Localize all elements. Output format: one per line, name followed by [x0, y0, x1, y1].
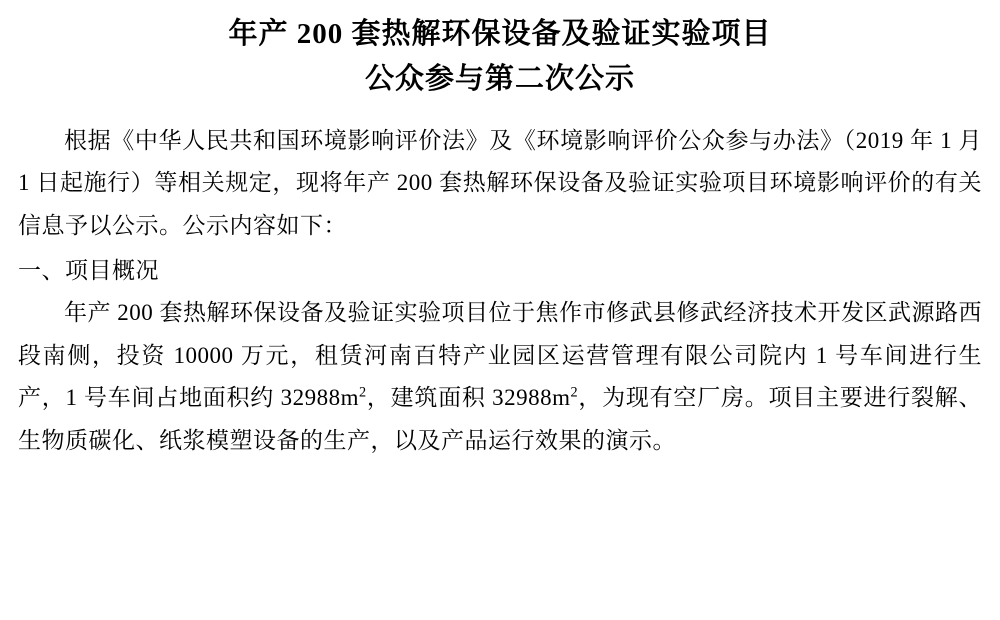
paragraph-legal-basis: 根据《中华人民共和国环境影响评价法》及《环境影响评价公众参与办法》（2019 年 1 月 1 日起施行）等相关规定，现将年产 200 套热解环保设备及验证实验项目环境影响评价的有关信息予以公示。公示内容如下：: [18, 127, 982, 238]
title-line-1: 年产 200 套热解环保设备及验证实验项目: [228, 18, 772, 50]
paragraph-project-overview: [18, 292, 982, 462]
area-superscript-2: 2: [570, 384, 579, 401]
overview-text-part-2: ，建筑面积 32988m: [366, 385, 571, 411]
document-title: [18, 12, 982, 102]
overview-text-part-1: 年产 200 套热解环保设备及验证实验项目位于焦作市修武县修武经济技术开发区武源路西段南侧，投资 10000 万元，租赁河南百特产业园区运营管理有限公司院内 1 号车间进行生产，1 号车间占地面积约 32988m: [18, 300, 982, 411]
document-body: [18, 120, 982, 462]
area-superscript-1: 2: [358, 384, 367, 401]
overview-text-part-3: ，为现有空厂房。项目主要进行裂解、生物质碳化、纸浆模塑设备的生产，以及产品运行效果的演示。: [18, 385, 983, 453]
title-line-2: 公众参与第二次公示: [364, 62, 635, 95]
section-heading-project-overview: 一、项目概况: [18, 257, 159, 283]
